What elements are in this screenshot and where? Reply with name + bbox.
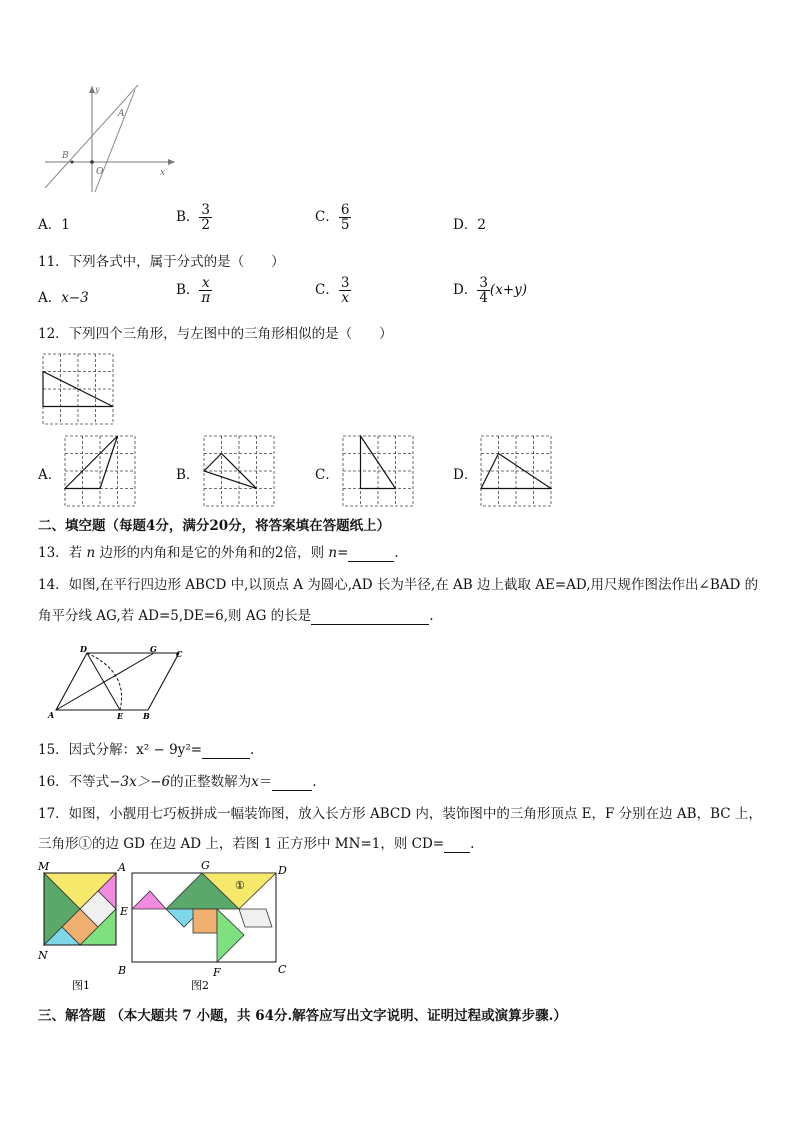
point-a-label: A bbox=[118, 861, 126, 874]
q10-option-c[interactable]: C． $\frac{6}{5}$ bbox=[315, 202, 350, 234]
x-axis-label: x bbox=[160, 168, 166, 178]
y-axis-label: y bbox=[95, 85, 100, 94]
point-c-label: C bbox=[176, 649, 183, 659]
point-d-label: D bbox=[80, 644, 87, 654]
point-c-label: C bbox=[278, 963, 287, 976]
q11-option-d[interactable]: D． $\frac{3}{4}$ (x+y) bbox=[453, 275, 528, 307]
origin-label: O bbox=[96, 167, 104, 177]
point-m-label: M bbox=[38, 860, 50, 873]
q17-line-1: 17．如图，小靓用七巧板拼成一幅装饰图，放入长方形 ABCD 内，装饰图中的三角形顶点 E，F 分别在边 AB，BC 上， bbox=[38, 806, 762, 822]
q12-stem: 12．下列四个三角形，与左图中的三角形相似的是（ ） bbox=[38, 326, 393, 342]
point-n-label: N bbox=[38, 949, 48, 962]
q12-option-a-figure[interactable] bbox=[64, 435, 136, 507]
coordinate-figure bbox=[40, 80, 180, 195]
q12-reference-figure bbox=[42, 353, 114, 425]
q12-option-c[interactable]: C． bbox=[315, 467, 339, 483]
q10-option-a[interactable]: A．1 bbox=[38, 217, 70, 233]
point-g-label: G bbox=[150, 644, 157, 654]
section-3-heading: 三、解答题 （本大题共 7 小题，共 64分.解答应写出文字说明、证明过程或演算步骤.） bbox=[38, 1008, 567, 1024]
section-2-heading: 二、填空题（每题4分，满分20分，将答案填在答题纸上） bbox=[38, 518, 391, 534]
point-a-label: A bbox=[118, 109, 125, 119]
q14-answer-blank[interactable] bbox=[311, 608, 429, 625]
q10-option-b[interactable]: B． $\frac{3}{2}$ bbox=[176, 202, 211, 234]
point-b-label: B bbox=[62, 151, 69, 161]
parallelogram-figure bbox=[44, 644, 194, 722]
q16-text: 16．不等式−3x＞−6的正整数解为x＝ . bbox=[38, 774, 317, 790]
point-f-label: F bbox=[213, 966, 221, 979]
q12-option-d-figure[interactable] bbox=[480, 435, 552, 507]
point-b-label: B bbox=[143, 711, 150, 721]
point-d-label: D bbox=[278, 864, 287, 877]
q15-text: 15．因式分解：x² − 9y²= . bbox=[38, 742, 255, 758]
q14-line-1: 14．如图,在平行四边形 ABCD 中,以顶点 A 为圆心,AD 长为半径,在 AB 边上截取 AE=AD,用尺规作图法作出∠BAD 的 bbox=[38, 577, 759, 593]
q12-option-a[interactable]: A． bbox=[38, 467, 62, 483]
point-a-label: A bbox=[48, 710, 55, 720]
q10-option-d[interactable]: D．2 bbox=[453, 217, 486, 233]
q13-answer-blank[interactable] bbox=[348, 545, 394, 562]
point-e-label: E bbox=[120, 905, 129, 918]
q11-option-a[interactable]: A．x−3 bbox=[38, 290, 89, 306]
q15-answer-blank[interactable] bbox=[202, 742, 250, 759]
q16-answer-blank[interactable] bbox=[272, 774, 312, 791]
point-g-label: G bbox=[201, 859, 210, 872]
fig2-caption: 图2 bbox=[191, 979, 209, 992]
q17-answer-blank[interactable] bbox=[444, 836, 470, 853]
q12-option-c-figure[interactable] bbox=[342, 435, 414, 507]
fig1-caption: 图1 bbox=[72, 979, 90, 992]
q11-option-c[interactable]: C． $\frac{3}{x}$ bbox=[315, 275, 350, 307]
q14-line-2: 角平分线 AG,若 AD=5,DE=6,则 AG 的长是 . bbox=[38, 608, 434, 624]
q13-text: 13．若 n 边形的内角和是它的外角和的2倍，则 n= . bbox=[38, 545, 399, 561]
q11-option-b[interactable]: B． $\frac{x}{\pi}$ bbox=[176, 275, 211, 307]
q17-line-2: 三角形①的边 GD 在边 AD 上，若图 1 正方形中 MN=1，则 CD= . bbox=[38, 836, 475, 852]
q11-stem: 11．下列各式中，属于分式的是（ ） bbox=[38, 254, 285, 270]
tangram-figure bbox=[36, 857, 298, 997]
q12-option-b[interactable]: B． bbox=[176, 467, 200, 483]
point-b-label: B bbox=[118, 964, 127, 977]
point-e-label: E bbox=[117, 711, 124, 721]
q12-option-d[interactable]: D． bbox=[453, 467, 478, 483]
q12-option-b-figure[interactable] bbox=[203, 435, 275, 507]
triangle-1-label: ① bbox=[235, 879, 245, 892]
